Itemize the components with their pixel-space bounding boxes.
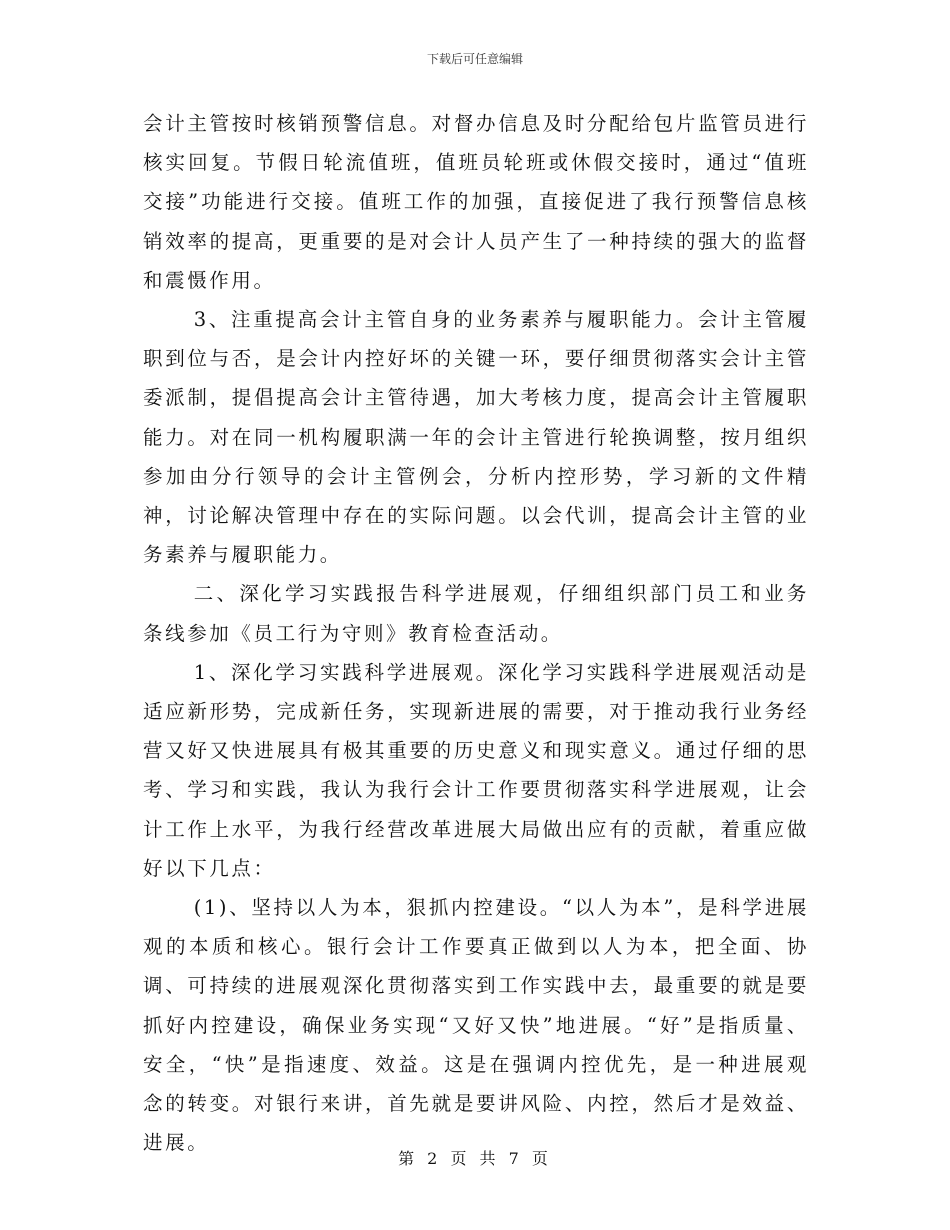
page-header: 下载后可任意编辑 xyxy=(426,52,523,66)
paragraph-1: 会计主管按时核销预警信息。对督办信息及时分配给包片监管员进行核实回复。节假日轮流值班，值班员轮班或休假交接时，通过“值班交接”功能进行交接。值班工作的加强，直接促进了我行预警信息核销效率的提高，更重要的是对会计人员产生了一种持续的强大的监督和震慑作用。 xyxy=(143,112,809,292)
paragraph-5: (1)、坚持以人为本，狠抓内控建设。“以人为本”，是科学进展观的本质和核心。银行会计工作要真正做到以人为本，把全面、协调、可持续的进展观深化贯彻落实到工作实践中去，最重要的就是要抓好内控建设，确保业务实现“又好又快”地进展。“好”是指质量、安全，“快”是指速度、效益。这是在强调内控优先，是一种进展观念的转变。对银行来讲，首先就是要讲风险、内控，然后才是效益、进展。 xyxy=(143,896,809,1155)
document-body xyxy=(143,104,809,1162)
paragraph-4: 1、深化学习实践科学进展观。深化学习实践科学进展观活动是适应新形势，完成新任务，实现新进展的需要，对于推动我行业务经营又好又快进展具有极其重要的历史意义和现实意义。通过仔细的思考、学习和实践，我认为我行会计工作要贯彻落实科学进展观，让会计工作上水平，为我行经营改革进展大局做出应有的贡献，着重应做好以下几点： xyxy=(143,660,809,880)
page-number-footer: 第 2 页 共 7 页 xyxy=(398,1149,552,1168)
paragraph-2: 3、注重提高会计主管自身的业务素养与履职能力。会计主管履职到位与否，是会计内控好坏的关键一环，要仔细贯彻落实会计主管委派制，提倡提高会计主管待遇，加大考核力度，提高会计主管履职能力。对在同一机构履职满一年的会计主管进行轮换调整，按月组织参加由分行领导的会计主管例会，分析内控形势，学习新的文件精神，讨论解决管理中存在的实际问题。以会代训，提高会计主管的业务素养与履职能力。 xyxy=(143,308,809,567)
paragraph-3: 二、深化学习实践报告科学进展观，仔细组织部门员工和业务条线参加《员工行为守则》教育检查活动。 xyxy=(143,582,809,645)
